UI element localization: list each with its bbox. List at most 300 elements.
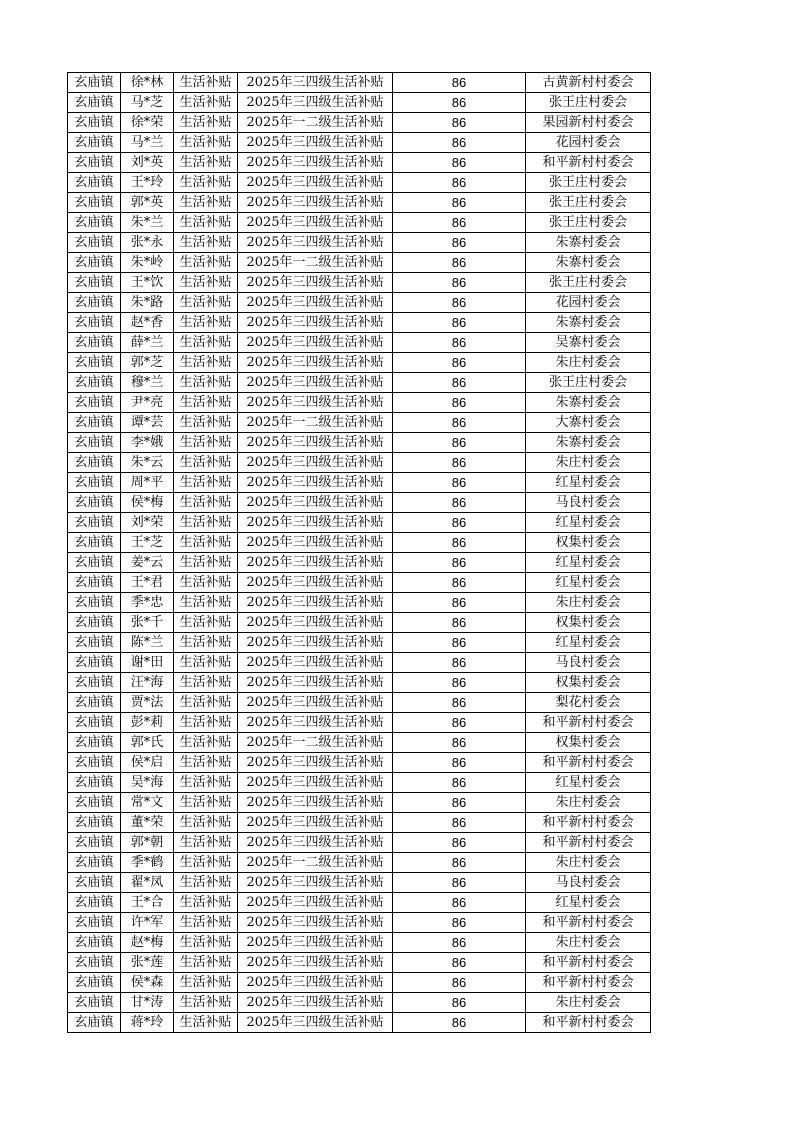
subsidy-type-cell: 生活补贴 (174, 393, 238, 413)
amount-cell: 86 (393, 93, 526, 113)
subsidy-item-cell: 2025年三四级生活补贴 (238, 613, 393, 633)
subsidy-item-cell: 2025年三四级生活补贴 (238, 833, 393, 853)
town-cell: 玄庙镇 (68, 113, 121, 133)
subsidy-item-cell: 2025年一二级生活补贴 (238, 253, 393, 273)
subsidy-item-cell: 2025年三四级生活补贴 (238, 653, 393, 673)
subsidy-type-cell: 生活补贴 (174, 173, 238, 193)
name-cell: 谭*芸 (121, 413, 174, 433)
subsidy-type-cell: 生活补贴 (174, 353, 238, 373)
town-cell: 玄庙镇 (68, 373, 121, 393)
name-cell: 谢*田 (121, 653, 174, 673)
village-committee-cell: 朱寨村委会 (526, 393, 651, 413)
subsidy-table-body (68, 73, 651, 1033)
village-committee-cell: 红星村委会 (526, 513, 651, 533)
subsidy-item-cell: 2025年三四级生活补贴 (238, 213, 393, 233)
subsidy-type-cell: 生活补贴 (174, 213, 238, 233)
name-cell: 马*兰 (121, 133, 174, 153)
subsidy-type-cell: 生活补贴 (174, 473, 238, 493)
village-committee-cell: 和平新村村委会 (526, 973, 651, 993)
amount-cell: 86 (393, 793, 526, 813)
town-cell: 玄庙镇 (68, 73, 121, 93)
name-cell: 董*荣 (121, 813, 174, 833)
village-committee-cell: 张王庄村委会 (526, 173, 651, 193)
amount-cell: 86 (393, 553, 526, 573)
subsidy-item-cell: 2025年三四级生活补贴 (238, 393, 393, 413)
amount-cell: 86 (393, 213, 526, 233)
amount-cell: 86 (393, 513, 526, 533)
subsidy-item-cell: 2025年三四级生活补贴 (238, 233, 393, 253)
amount-cell: 86 (393, 713, 526, 733)
subsidy-item-cell: 2025年三四级生活补贴 (238, 153, 393, 173)
table-row (68, 493, 651, 513)
village-committee-cell: 权集村委会 (526, 733, 651, 753)
subsidy-item-cell: 2025年三四级生活补贴 (238, 773, 393, 793)
amount-cell: 86 (393, 813, 526, 833)
amount-cell: 86 (393, 993, 526, 1013)
amount-cell: 86 (393, 253, 526, 273)
village-committee-cell: 权集村委会 (526, 613, 651, 633)
town-cell: 玄庙镇 (68, 553, 121, 573)
village-committee-cell: 朱庄村委会 (526, 353, 651, 373)
village-committee-cell: 朱寨村委会 (526, 433, 651, 453)
subsidy-type-cell: 生活补贴 (174, 813, 238, 833)
village-committee-cell: 朱庄村委会 (526, 853, 651, 873)
table-row (68, 453, 651, 473)
name-cell: 张*千 (121, 613, 174, 633)
village-committee-cell: 果园新村村委会 (526, 113, 651, 133)
amount-cell: 86 (393, 493, 526, 513)
village-committee-cell: 和平新村村委会 (526, 713, 651, 733)
subsidy-item-cell: 2025年三四级生活补贴 (238, 633, 393, 653)
name-cell: 蒋*玲 (121, 1013, 174, 1033)
table-row (68, 173, 651, 193)
name-cell: 尹*亮 (121, 393, 174, 413)
town-cell: 玄庙镇 (68, 353, 121, 373)
amount-cell: 86 (393, 953, 526, 973)
subsidy-item-cell: 2025年三四级生活补贴 (238, 713, 393, 733)
amount-cell: 86 (393, 113, 526, 133)
town-cell: 玄庙镇 (68, 453, 121, 473)
village-committee-cell: 朱庄村委会 (526, 993, 651, 1013)
village-committee-cell: 大寨村委会 (526, 413, 651, 433)
subsidy-type-cell: 生活补贴 (174, 673, 238, 693)
amount-cell: 86 (393, 353, 526, 373)
amount-cell: 86 (393, 1013, 526, 1033)
subsidy-type-cell: 生活补贴 (174, 793, 238, 813)
village-committee-cell: 古黄新村村委会 (526, 73, 651, 93)
name-cell: 季*忠 (121, 593, 174, 613)
name-cell: 王*玲 (121, 173, 174, 193)
village-committee-cell: 吴寨村委会 (526, 333, 651, 353)
subsidy-type-cell: 生活补贴 (174, 633, 238, 653)
name-cell: 张*永 (121, 233, 174, 253)
subsidy-type-cell: 生活补贴 (174, 333, 238, 353)
village-committee-cell: 花园村委会 (526, 293, 651, 313)
town-cell: 玄庙镇 (68, 293, 121, 313)
table-row (68, 813, 651, 833)
subsidy-item-cell: 2025年三四级生活补贴 (238, 873, 393, 893)
subsidy-type-cell: 生活补贴 (174, 133, 238, 153)
amount-cell: 86 (393, 453, 526, 473)
amount-cell: 86 (393, 653, 526, 673)
town-cell: 玄庙镇 (68, 793, 121, 813)
table-row (68, 133, 651, 153)
name-cell: 赵*梅 (121, 933, 174, 953)
amount-cell: 86 (393, 573, 526, 593)
village-committee-cell: 张王庄村委会 (526, 373, 651, 393)
table-row (68, 633, 651, 653)
village-committee-cell: 红星村委会 (526, 773, 651, 793)
name-cell: 薛*兰 (121, 333, 174, 353)
town-cell: 玄庙镇 (68, 853, 121, 873)
name-cell: 朱*路 (121, 293, 174, 313)
village-committee-cell: 和平新村村委会 (526, 953, 651, 973)
name-cell: 周*平 (121, 473, 174, 493)
table-row (68, 753, 651, 773)
town-cell: 玄庙镇 (68, 473, 121, 493)
name-cell: 常*文 (121, 793, 174, 813)
subsidy-type-cell: 生活补贴 (174, 313, 238, 333)
table-row (68, 233, 651, 253)
table-row (68, 693, 651, 713)
subsidy-type-cell: 生活补贴 (174, 373, 238, 393)
subsidy-item-cell: 2025年三四级生活补贴 (238, 373, 393, 393)
subsidy-type-cell: 生活补贴 (174, 153, 238, 173)
table-row (68, 593, 651, 613)
town-cell: 玄庙镇 (68, 193, 121, 213)
name-cell: 许*军 (121, 913, 174, 933)
town-cell: 玄庙镇 (68, 153, 121, 173)
village-committee-cell: 和平新村村委会 (526, 153, 651, 173)
name-cell: 王*饮 (121, 273, 174, 293)
name-cell: 吴*海 (121, 773, 174, 793)
subsidy-type-cell: 生活补贴 (174, 873, 238, 893)
subsidy-table (67, 72, 651, 1033)
town-cell: 玄庙镇 (68, 433, 121, 453)
table-row (68, 1013, 651, 1033)
subsidy-type-cell: 生活补贴 (174, 493, 238, 513)
subsidy-type-cell: 生活补贴 (174, 973, 238, 993)
subsidy-type-cell: 生活补贴 (174, 433, 238, 453)
table-row (68, 913, 651, 933)
subsidy-item-cell: 2025年三四级生活补贴 (238, 273, 393, 293)
name-cell: 李*娥 (121, 433, 174, 453)
amount-cell: 86 (393, 893, 526, 913)
village-committee-cell: 红星村委会 (526, 893, 651, 913)
name-cell: 张*莲 (121, 953, 174, 973)
town-cell: 玄庙镇 (68, 613, 121, 633)
amount-cell: 86 (393, 273, 526, 293)
village-committee-cell: 朱庄村委会 (526, 593, 651, 613)
town-cell: 玄庙镇 (68, 93, 121, 113)
table-row (68, 313, 651, 333)
village-committee-cell: 朱庄村委会 (526, 933, 651, 953)
name-cell: 马*芝 (121, 93, 174, 113)
town-cell: 玄庙镇 (68, 173, 121, 193)
amount-cell: 86 (393, 533, 526, 553)
table-row (68, 793, 651, 813)
table-row (68, 333, 651, 353)
village-committee-cell: 红星村委会 (526, 633, 651, 653)
subsidy-item-cell: 2025年三四级生活补贴 (238, 293, 393, 313)
amount-cell: 86 (393, 433, 526, 453)
amount-cell: 86 (393, 633, 526, 653)
name-cell: 姜*云 (121, 553, 174, 573)
amount-cell: 86 (393, 393, 526, 413)
table-row (68, 673, 651, 693)
village-committee-cell: 张王庄村委会 (526, 193, 651, 213)
village-committee-cell: 红星村委会 (526, 553, 651, 573)
name-cell: 穆*兰 (121, 373, 174, 393)
subsidy-type-cell: 生活补贴 (174, 653, 238, 673)
subsidy-item-cell: 2025年三四级生活补贴 (238, 493, 393, 513)
town-cell: 玄庙镇 (68, 133, 121, 153)
table-row (68, 873, 651, 893)
town-cell: 玄庙镇 (68, 573, 121, 593)
amount-cell: 86 (393, 73, 526, 93)
subsidy-type-cell: 生活补贴 (174, 933, 238, 953)
table-row (68, 93, 651, 113)
town-cell: 玄庙镇 (68, 753, 121, 773)
subsidy-item-cell: 2025年三四级生活补贴 (238, 513, 393, 533)
subsidy-item-cell: 2025年三四级生活补贴 (238, 193, 393, 213)
name-cell: 王*合 (121, 893, 174, 913)
subsidy-item-cell: 2025年三四级生活补贴 (238, 533, 393, 553)
name-cell: 赵*香 (121, 313, 174, 333)
amount-cell: 86 (393, 293, 526, 313)
subsidy-type-cell: 生活补贴 (174, 1013, 238, 1033)
amount-cell: 86 (393, 473, 526, 493)
subsidy-item-cell: 2025年三四级生活补贴 (238, 793, 393, 813)
table-row (68, 773, 651, 793)
subsidy-item-cell: 2025年三四级生活补贴 (238, 313, 393, 333)
subsidy-item-cell: 2025年三四级生活补贴 (238, 73, 393, 93)
subsidy-type-cell: 生活补贴 (174, 853, 238, 873)
amount-cell: 86 (393, 933, 526, 953)
subsidy-type-cell: 生活补贴 (174, 513, 238, 533)
town-cell: 玄庙镇 (68, 1013, 121, 1033)
table-row (68, 293, 651, 313)
table-row (68, 713, 651, 733)
village-committee-cell: 朱庄村委会 (526, 793, 651, 813)
village-committee-cell: 红星村委会 (526, 473, 651, 493)
town-cell: 玄庙镇 (68, 773, 121, 793)
town-cell: 玄庙镇 (68, 253, 121, 273)
amount-cell: 86 (393, 153, 526, 173)
town-cell: 玄庙镇 (68, 673, 121, 693)
table-row (68, 533, 651, 553)
town-cell: 玄庙镇 (68, 413, 121, 433)
subsidy-item-cell: 2025年三四级生活补贴 (238, 933, 393, 953)
amount-cell: 86 (393, 593, 526, 613)
amount-cell: 86 (393, 313, 526, 333)
subsidy-item-cell: 2025年三四级生活补贴 (238, 953, 393, 973)
amount-cell: 86 (393, 853, 526, 873)
amount-cell: 86 (393, 333, 526, 353)
subsidy-type-cell: 生活补贴 (174, 93, 238, 113)
subsidy-item-cell: 2025年三四级生活补贴 (238, 433, 393, 453)
subsidy-item-cell: 2025年一二级生活补贴 (238, 733, 393, 753)
table-row (68, 953, 651, 973)
amount-cell: 86 (393, 693, 526, 713)
subsidy-item-cell: 2025年三四级生活补贴 (238, 93, 393, 113)
town-cell: 玄庙镇 (68, 813, 121, 833)
name-cell: 郭*芝 (121, 353, 174, 373)
name-cell: 侯*梅 (121, 493, 174, 513)
subsidy-type-cell: 生活补贴 (174, 773, 238, 793)
amount-cell: 86 (393, 913, 526, 933)
table-row (68, 153, 651, 173)
subsidy-type-cell: 生活补贴 (174, 953, 238, 973)
table-row (68, 973, 651, 993)
name-cell: 朱*兰 (121, 213, 174, 233)
village-committee-cell: 张王庄村委会 (526, 213, 651, 233)
name-cell: 汪*海 (121, 673, 174, 693)
subsidy-type-cell: 生活补贴 (174, 753, 238, 773)
town-cell: 玄庙镇 (68, 333, 121, 353)
village-committee-cell: 权集村委会 (526, 673, 651, 693)
town-cell: 玄庙镇 (68, 933, 121, 953)
subsidy-type-cell: 生活补贴 (174, 233, 238, 253)
town-cell: 玄庙镇 (68, 533, 121, 553)
table-row (68, 113, 651, 133)
town-cell: 玄庙镇 (68, 913, 121, 933)
table-row (68, 613, 651, 633)
village-committee-cell: 和平新村村委会 (526, 1013, 651, 1033)
subsidy-type-cell: 生活补贴 (174, 893, 238, 913)
subsidy-item-cell: 2025年三四级生活补贴 (238, 993, 393, 1013)
amount-cell: 86 (393, 233, 526, 253)
subsidy-item-cell: 2025年三四级生活补贴 (238, 573, 393, 593)
village-committee-cell: 张王庄村委会 (526, 93, 651, 113)
village-committee-cell: 和平新村村委会 (526, 753, 651, 773)
town-cell: 玄庙镇 (68, 873, 121, 893)
village-committee-cell: 权集村委会 (526, 533, 651, 553)
name-cell: 翟*凤 (121, 873, 174, 893)
table-row (68, 553, 651, 573)
amount-cell: 86 (393, 373, 526, 393)
village-committee-cell: 朱寨村委会 (526, 233, 651, 253)
name-cell: 朱*岭 (121, 253, 174, 273)
table-row (68, 513, 651, 533)
name-cell: 朱*云 (121, 453, 174, 473)
subsidy-item-cell: 2025年三四级生活补贴 (238, 453, 393, 473)
subsidy-type-cell: 生活补贴 (174, 713, 238, 733)
name-cell: 侯*启 (121, 753, 174, 773)
amount-cell: 86 (393, 753, 526, 773)
table-row (68, 733, 651, 753)
name-cell: 彭*莉 (121, 713, 174, 733)
subsidy-item-cell: 2025年三四级生活补贴 (238, 673, 393, 693)
subsidy-type-cell: 生活补贴 (174, 253, 238, 273)
town-cell: 玄庙镇 (68, 313, 121, 333)
village-committee-cell: 和平新村村委会 (526, 833, 651, 853)
name-cell: 刘*英 (121, 153, 174, 173)
village-committee-cell: 朱寨村委会 (526, 313, 651, 333)
village-committee-cell: 朱寨村委会 (526, 253, 651, 273)
subsidy-type-cell: 生活补贴 (174, 593, 238, 613)
name-cell: 贾*法 (121, 693, 174, 713)
table-row (68, 933, 651, 953)
amount-cell: 86 (393, 833, 526, 853)
table-row (68, 253, 651, 273)
name-cell: 季*鹤 (121, 853, 174, 873)
subsidy-item-cell: 2025年三四级生活补贴 (238, 913, 393, 933)
subsidy-item-cell: 2025年三四级生活补贴 (238, 333, 393, 353)
name-cell: 郭*英 (121, 193, 174, 213)
subsidy-item-cell: 2025年三四级生活补贴 (238, 753, 393, 773)
table-row (68, 833, 651, 853)
subsidy-item-cell: 2025年三四级生活补贴 (238, 133, 393, 153)
table-row (68, 413, 651, 433)
amount-cell: 86 (393, 773, 526, 793)
table-row (68, 473, 651, 493)
name-cell: 侯*森 (121, 973, 174, 993)
village-committee-cell: 马良村委会 (526, 873, 651, 893)
town-cell: 玄庙镇 (68, 693, 121, 713)
name-cell: 徐*荣 (121, 113, 174, 133)
table-row (68, 433, 651, 453)
subsidy-type-cell: 生活补贴 (174, 573, 238, 593)
subsidy-type-cell: 生活补贴 (174, 273, 238, 293)
table-row (68, 393, 651, 413)
village-committee-cell: 梨花村委会 (526, 693, 651, 713)
amount-cell: 86 (393, 613, 526, 633)
name-cell: 郭*朝 (121, 833, 174, 853)
town-cell: 玄庙镇 (68, 233, 121, 253)
table-row (68, 893, 651, 913)
town-cell: 玄庙镇 (68, 973, 121, 993)
town-cell: 玄庙镇 (68, 393, 121, 413)
village-committee-cell: 张王庄村委会 (526, 273, 651, 293)
name-cell: 刘*荣 (121, 513, 174, 533)
table-row (68, 213, 651, 233)
subsidy-type-cell: 生活补贴 (174, 733, 238, 753)
table-row (68, 273, 651, 293)
amount-cell: 86 (393, 413, 526, 433)
village-committee-cell: 马良村委会 (526, 653, 651, 673)
subsidy-item-cell: 2025年一二级生活补贴 (238, 413, 393, 433)
subsidy-type-cell: 生活补贴 (174, 693, 238, 713)
village-committee-cell: 马良村委会 (526, 493, 651, 513)
town-cell: 玄庙镇 (68, 273, 121, 293)
amount-cell: 86 (393, 673, 526, 693)
subsidy-item-cell: 2025年三四级生活补贴 (238, 693, 393, 713)
subsidy-type-cell: 生活补贴 (174, 993, 238, 1013)
town-cell: 玄庙镇 (68, 713, 121, 733)
town-cell: 玄庙镇 (68, 653, 121, 673)
subsidy-item-cell: 2025年三四级生活补贴 (238, 353, 393, 373)
town-cell: 玄庙镇 (68, 633, 121, 653)
village-committee-cell: 红星村委会 (526, 573, 651, 593)
name-cell: 王*君 (121, 573, 174, 593)
subsidy-item-cell: 2025年三四级生活补贴 (238, 593, 393, 613)
name-cell: 甘*涛 (121, 993, 174, 1013)
table-row (68, 993, 651, 1013)
subsidy-type-cell: 生活补贴 (174, 293, 238, 313)
subsidy-type-cell: 生活补贴 (174, 833, 238, 853)
subsidy-item-cell: 2025年三四级生活补贴 (238, 1013, 393, 1033)
name-cell: 徐*林 (121, 73, 174, 93)
subsidy-item-cell: 2025年三四级生活补贴 (238, 553, 393, 573)
table-row (68, 353, 651, 373)
table-row (68, 573, 651, 593)
town-cell: 玄庙镇 (68, 993, 121, 1013)
table-row (68, 653, 651, 673)
subsidy-item-cell: 2025年三四级生活补贴 (238, 473, 393, 493)
town-cell: 玄庙镇 (68, 513, 121, 533)
subsidy-type-cell: 生活补贴 (174, 553, 238, 573)
